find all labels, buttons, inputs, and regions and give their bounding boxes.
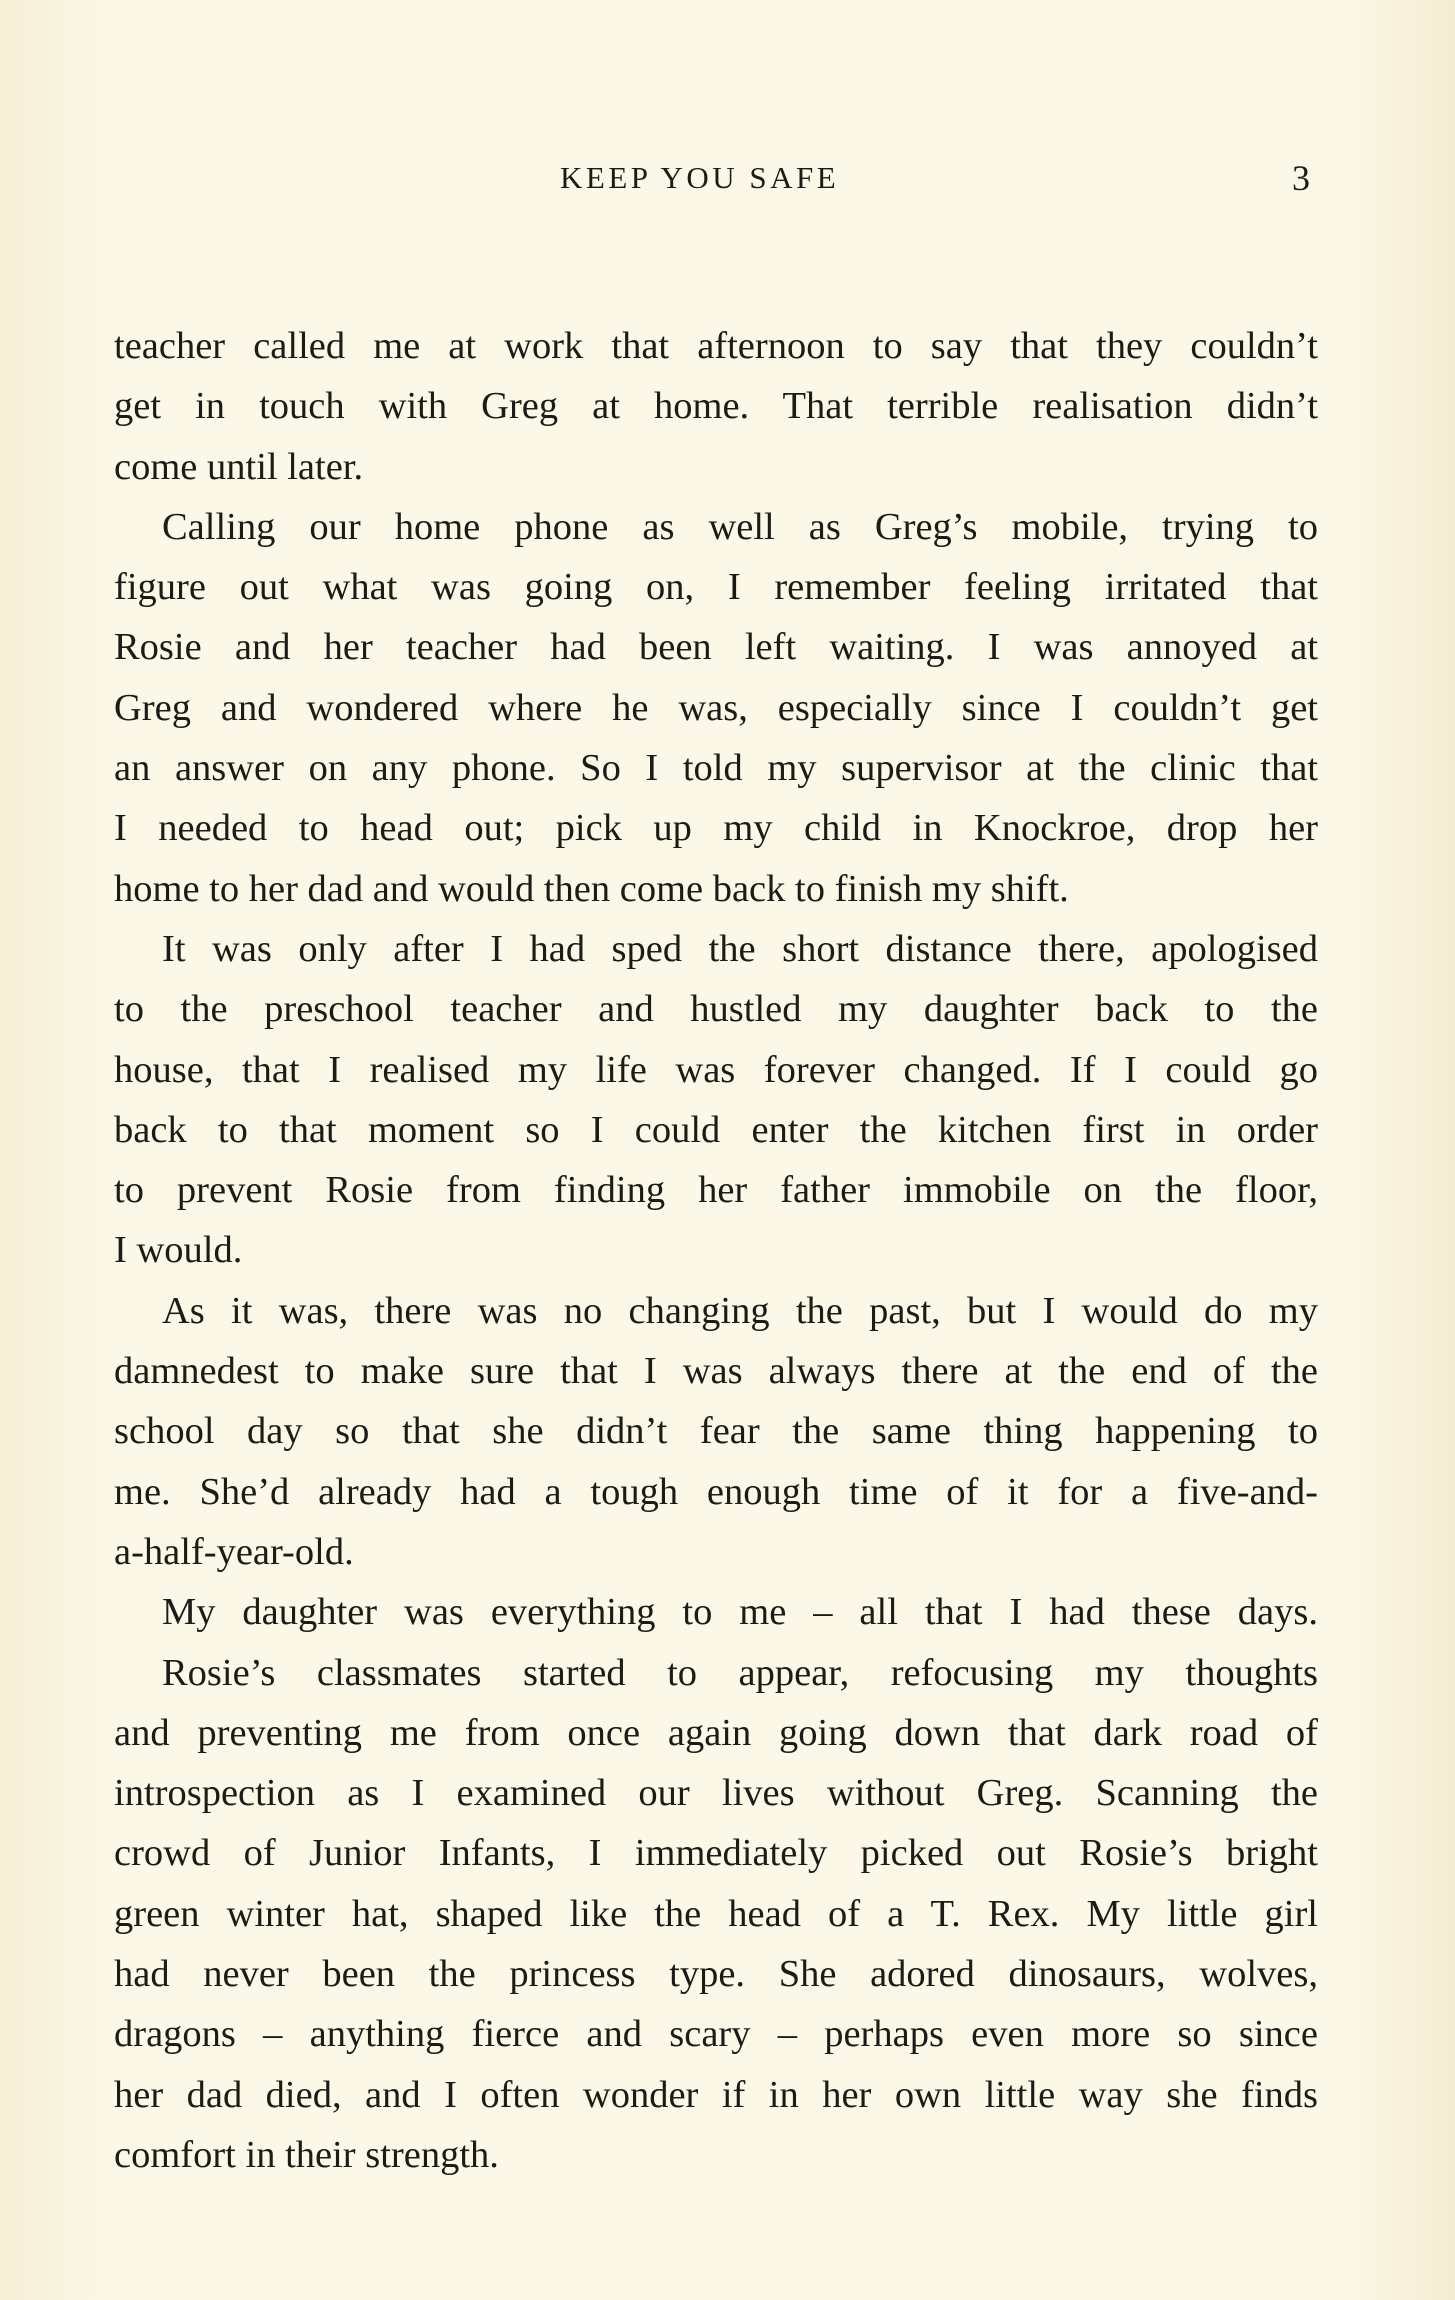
text-line: It was only after I had sped the short distance there, apologised	[162, 927, 1318, 970]
text-line: to the preschool teacher and hustled my daughter back to the	[114, 988, 1318, 1031]
text-line: to prevent Rosie from finding her father immobile on the floor,	[114, 1169, 1318, 1212]
text-line: comfort in their strength.	[114, 2133, 499, 2176]
text-line: get in touch with Greg at home. That terrible realisation didn’t	[114, 385, 1318, 428]
text-line: Rosie’s classmates started to appear, refocusing my thoughts	[162, 1651, 1318, 1694]
text-line: figure out what was going on, I remember feeling irritated that	[114, 566, 1318, 609]
text-line: me. She’d already had a tough enough time of it for a five-and-	[114, 1470, 1318, 1513]
text-line: Calling our home phone as well as Greg’s mobile, trying to	[162, 505, 1318, 548]
text-line: teacher called me at work that afternoon to say that they couldn’t	[114, 325, 1318, 367]
text-line: dragons – anything fierce and scary – perhaps even more so since	[114, 2013, 1318, 2056]
text-line: As it was, there was no changing the past, but I would do my	[162, 1289, 1318, 1332]
text-line: a-half-year-old.	[114, 1530, 354, 1573]
text-line: My daughter was everything to me – all that I had these days.	[162, 1591, 1318, 1634]
page-number: 3	[1292, 158, 1310, 198]
text-line: home to her dad and would then come back to finish my shift.	[114, 867, 1069, 910]
text-line: introspection as I examined our lives without Greg. Scanning the	[114, 1772, 1318, 1815]
text-line: I would.	[114, 1229, 243, 1272]
text-line: I needed to head out; pick up my child in Knockroe, drop her	[114, 807, 1318, 850]
running-title: KEEP YOU SAFE	[560, 160, 840, 195]
text-line: Greg and wondered where he was, especially since I couldn’t get	[114, 686, 1318, 729]
body-text	[114, 316, 1318, 2185]
running-head	[0, 158, 1455, 198]
text-line: back to that moment so I could enter the kitchen first in order	[114, 1108, 1318, 1151]
text-line: had never been the princess type. She adored dinosaurs, wolves,	[114, 1953, 1318, 1996]
text-line: damnedest to make sure that I was always there at the end of the	[114, 1350, 1318, 1393]
text-line: school day so that she didn’t fear the same thing happening to	[114, 1410, 1318, 1453]
text-line: green winter hat, shaped like the head of a T. Rex. My little girl	[114, 1892, 1318, 1935]
text-line: Rosie and her teacher had been left waiting. I was annoyed at	[114, 626, 1318, 669]
text-line: her dad died, and I often wonder if in her own little way she finds	[114, 2073, 1318, 2116]
text-line: and preventing me from once again going down that dark road of	[114, 1711, 1318, 1754]
text-line: house, that I realised my life was forever changed. If I could go	[114, 1048, 1318, 1091]
text-line: come until later.	[114, 445, 364, 488]
text-line: crowd of Junior Infants, I immediately picked out Rosie’s bright	[114, 1832, 1318, 1875]
text-line: an answer on any phone. So I told my supervisor at the clinic that	[114, 747, 1318, 790]
